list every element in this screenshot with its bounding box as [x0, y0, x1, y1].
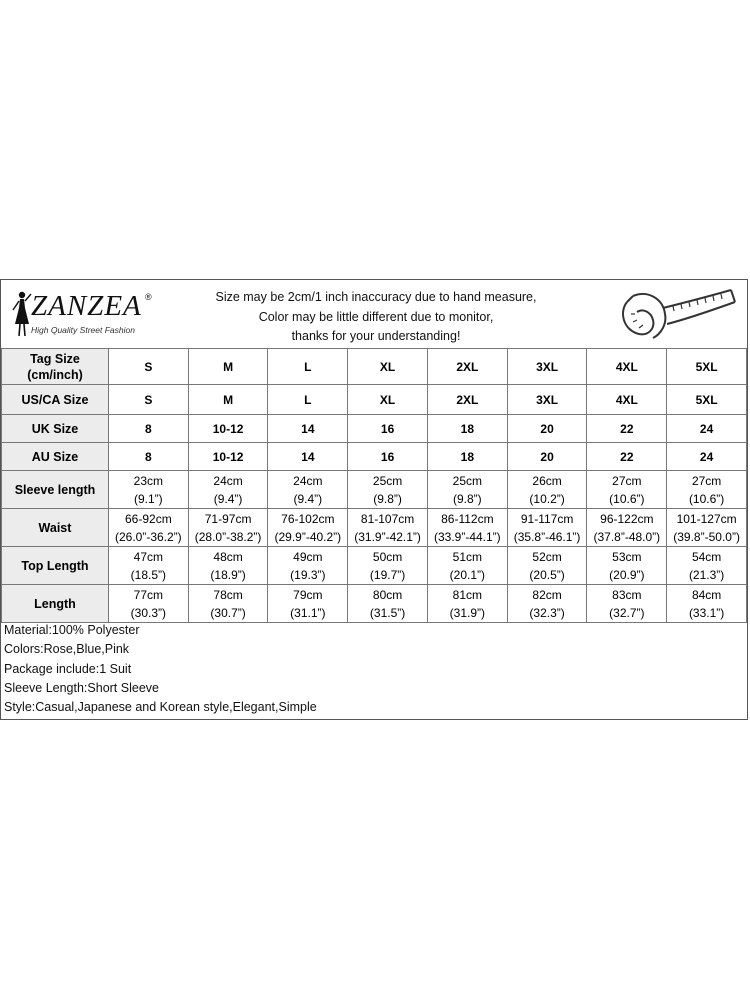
row-header: UK Size [2, 415, 109, 443]
notice-line: Color may be little different due to monitor, [258, 309, 494, 324]
table-cell: 2XL [427, 385, 507, 415]
table-cell: 16 [348, 415, 428, 443]
row-header: AU Size [2, 443, 109, 471]
table-cell: 14 [268, 415, 348, 443]
notice-line: thanks for your understanding! [291, 329, 461, 343]
table-cell: 79cm (31.1”) [268, 585, 348, 623]
table-cell: 52cm (20.5”) [507, 547, 587, 585]
table-cell: 16 [348, 443, 428, 471]
table-cell: 10-12 [188, 443, 268, 471]
table-cell: 8 [108, 415, 188, 443]
product-specs [4, 621, 317, 717]
table-cell: 78cm (30.7”) [188, 585, 268, 623]
table-cell: 26cm (10.2”) [507, 471, 587, 509]
brand-tagline: High Quality Street Fashion [31, 325, 135, 335]
table-cell: 24cm (9.4”) [188, 471, 268, 509]
row-header: Top Length [2, 547, 109, 585]
table-row [2, 385, 747, 415]
table-cell: 3XL [507, 349, 587, 385]
table-row [2, 471, 747, 509]
table-cell: 80cm (31.5”) [348, 585, 428, 623]
chart-header [1, 280, 747, 348]
table-cell: 20 [507, 443, 587, 471]
table-row [2, 509, 747, 547]
table-cell: 25cm (9.8”) [348, 471, 428, 509]
table-cell: 81cm (31.9”) [427, 585, 507, 623]
table-cell: 24 [667, 415, 747, 443]
row-header: Sleeve length [2, 471, 109, 509]
notice-line: Size may be 2cm/1 inch inaccuracy due to hand measure, [215, 290, 537, 304]
table-cell: 25cm (9.8”) [427, 471, 507, 509]
table-cell: 24cm (9.4”) [268, 471, 348, 509]
table-cell: 53cm (20.9”) [587, 547, 667, 585]
table-cell: 71-97cm (28.0”-38.2”) [188, 509, 268, 547]
table-cell: 14 [268, 443, 348, 471]
spec-material: Material:100% Polyester [4, 623, 140, 637]
table-cell: M [188, 349, 268, 385]
table-row [2, 415, 747, 443]
table-cell: 77cm (30.3”) [108, 585, 188, 623]
table-cell: 22 [587, 443, 667, 471]
table-row [2, 585, 747, 623]
table-cell: 81-107cm (31.9”-42.1”) [348, 509, 428, 547]
table-cell: 48cm (18.9”) [188, 547, 268, 585]
table-cell: 5XL [667, 349, 747, 385]
table-cell: 76-102cm (29.9”-40.2”) [268, 509, 348, 547]
row-header: Length [2, 585, 109, 623]
fashion-silhouette-icon [11, 290, 33, 338]
table-cell: 51cm (20.1”) [427, 547, 507, 585]
table-cell: 84cm (33.1”) [667, 585, 747, 623]
table-cell: XL [348, 349, 428, 385]
measuring-tape-icon [613, 284, 739, 344]
table-cell: 96-122cm (37.8”-48.0”) [587, 509, 667, 547]
table-cell: 47cm (18.5”) [108, 547, 188, 585]
table-cell: 18 [427, 415, 507, 443]
table-cell: 4XL [587, 385, 667, 415]
table-cell: M [188, 385, 268, 415]
row-header: US/CA Size [2, 385, 109, 415]
table-cell: 27cm (10.6”) [587, 471, 667, 509]
table-row [2, 443, 747, 471]
spec-colors: Colors:Rose,Blue,Pink [4, 642, 130, 657]
table-cell: 50cm (19.7”) [348, 547, 428, 585]
table-cell: 4XL [587, 349, 667, 385]
table-row [2, 547, 747, 585]
table-cell: L [268, 349, 348, 385]
spec-package: Package include:1 Suit [4, 661, 132, 676]
table-cell: 23cm (9.1”) [108, 471, 188, 509]
table-cell: 2XL [427, 349, 507, 385]
table-cell: 20 [507, 415, 587, 443]
brand-name: ZANZEA [31, 290, 142, 322]
table-cell: 3XL [507, 385, 587, 415]
table-cell: L [268, 385, 348, 415]
registered-mark: ® [145, 292, 152, 302]
table-cell: 10-12 [188, 415, 268, 443]
table-cell: 66-92cm (26.0”-36.2”) [108, 509, 188, 547]
table-cell: 24 [667, 443, 747, 471]
spec-style: Style:Casual,Japanese and Korean style,Elegant,Simple [4, 700, 317, 715]
size-chart [0, 279, 748, 720]
table-cell: 49cm (19.3”) [268, 547, 348, 585]
table-cell: 82cm (32.3”) [507, 585, 587, 623]
table-cell: 27cm (10.6”) [667, 471, 747, 509]
table-cell: 5XL [667, 385, 747, 415]
table-cell: 8 [108, 443, 188, 471]
table-cell: 22 [587, 415, 667, 443]
table-cell: 91-117cm (35.8”-46.1”) [507, 509, 587, 547]
measurement-notice [181, 288, 571, 347]
row-header: Waist [2, 509, 109, 547]
table-cell: 83cm (32.7”) [587, 585, 667, 623]
row-header: Tag Size (cm/inch) [2, 349, 109, 385]
table-cell: 18 [427, 443, 507, 471]
size-table [1, 348, 747, 623]
table-cell: 101-127cm (39.8”-50.0”) [667, 509, 747, 547]
table-cell: 54cm (21.3”) [667, 547, 747, 585]
spec-sleeve-length: Sleeve Length:Short Sleeve [4, 680, 159, 695]
table-row [2, 349, 747, 385]
table-cell: 86-112cm (33.9”-44.1”) [427, 509, 507, 547]
table-cell: S [108, 385, 188, 415]
brand-logo [7, 288, 157, 344]
table-cell: XL [348, 385, 428, 415]
table-cell: S [108, 349, 188, 385]
